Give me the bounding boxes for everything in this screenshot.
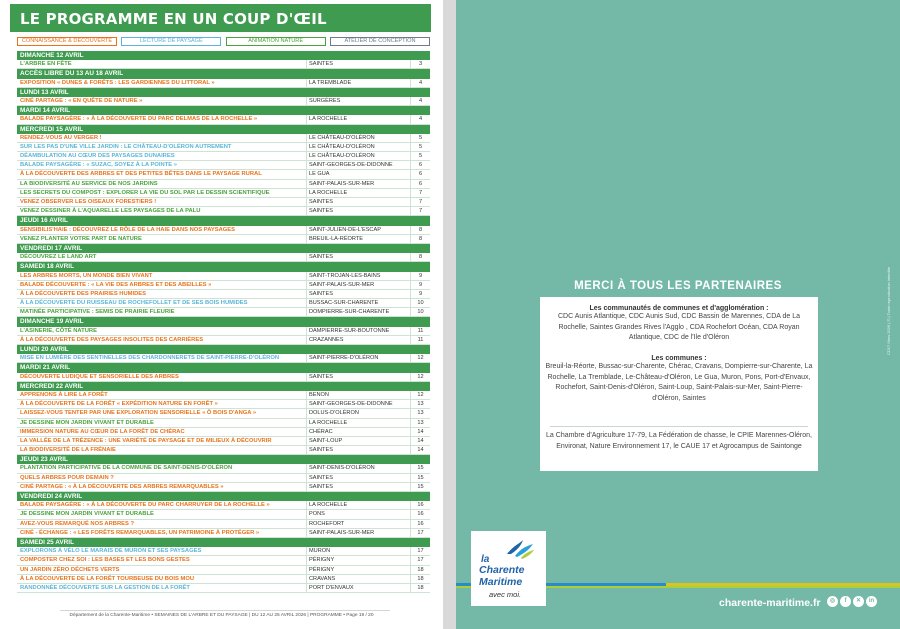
event-place: BUSSAC-SUR-CHARENTE	[306, 299, 409, 308]
event-place: SAINT-GEORGES-DE-DIDONNE	[306, 400, 409, 409]
event-place: SAINT-PALAIS-SUR-MER	[306, 529, 409, 538]
event-row	[17, 327, 430, 336]
footer-divider	[60, 610, 390, 611]
event-place: LE CHÂTEAU-D'OLÉRON	[306, 143, 409, 152]
event-title: JE DESSINE MON JARDIN VIVANT ET DURABLE	[20, 511, 154, 518]
event-title: QUELS ARBRES POUR DEMAIN ?	[20, 474, 114, 481]
legend-item: ANIMATION NATURE	[226, 37, 326, 46]
event-title: CINÉ PARTAGE : « À LA DÉCOUVERTE DES ARBRES REMARQUABLES »	[20, 483, 224, 490]
event-row	[17, 446, 430, 455]
communities-heading: Les communautés de communes et d'agglomération :	[589, 305, 769, 312]
facebook-icon[interactable]: f	[840, 596, 851, 607]
event-row	[17, 290, 430, 299]
event-row	[17, 207, 430, 216]
event-page: 6	[410, 161, 430, 170]
other-partners-section	[544, 431, 814, 452]
event-page: 3	[410, 60, 430, 69]
page-title: LE PROGRAMME EN UN COUP D'ŒIL	[20, 10, 327, 28]
event-row	[17, 575, 430, 584]
communities-text: CDC Aunis Atlantique, CDC Aunis Sud, CDC Bassin de Marennes, CDA de La Rochelle, Saintes Grandes Rives l'Agglo , CDA Rochefort Océan, CDA Royan Atlantique, CDC de l'Ile d'Oléron	[557, 313, 800, 341]
event-page: 15	[410, 483, 430, 492]
event-place: MURON	[306, 547, 409, 556]
event-row	[17, 400, 430, 409]
event-page: 13	[410, 400, 430, 409]
event-page: 14	[410, 437, 430, 446]
event-page: 17	[410, 529, 430, 538]
event-place: SAINT-PIERRE-D'OLÉRON	[306, 354, 409, 363]
event-title: LAISSEZ-VOUS TENTER PAR UNE EXPLORATION SENSORIELLE « Ô BOIS D'ANGA »	[20, 410, 257, 417]
event-place: LE CHÂTEAU-D'OLÉRON	[306, 152, 409, 161]
event-page: 9	[410, 272, 430, 281]
event-page: 12	[410, 391, 430, 400]
event-place: LA TREMBLADE	[306, 79, 409, 88]
event-place: PORT D'ENVAUX	[306, 584, 409, 593]
event-page: 14	[410, 428, 430, 437]
event-title: PLANTATION PARTICIPATIVE DE LA COMMUNE DE SAINT-DENIS-D'OLÉRON	[20, 465, 233, 472]
communes-heading: Les communes :	[651, 355, 707, 362]
event-place: SURGÈRES	[306, 97, 409, 106]
event-place: CRAZANNES	[306, 336, 409, 345]
event-page: 4	[410, 79, 430, 88]
category-legend	[17, 37, 430, 46]
event-row	[17, 464, 430, 473]
event-title: À LA DÉCOUVERTE DU RUISSEAU DE ROCHEFOLLET ET DE SES BOIS HUMIDES	[20, 300, 248, 307]
event-title: IMMERSION NATURE AU CŒUR DE LA FORÊT DE CHÉRAC	[20, 428, 185, 435]
event-place: BENON	[306, 391, 409, 400]
page-footer: Département de la Charente-Maritime • SEMAINES DE L'ARBRE ET DU PAYSAGE | DU 12 AU 25 AVRIL 2026 | PROGRAMME • Page 19 / 20	[69, 613, 374, 618]
event-row	[17, 428, 430, 437]
instagram-icon[interactable]: ◎	[827, 596, 838, 607]
event-page: 5	[410, 134, 430, 143]
legend-item: LECTURE DE PAYSAGE	[121, 37, 221, 46]
social-links	[827, 596, 877, 607]
event-title: CINÉ PARTAGE : « EN QUÊTE DE NATURE »	[20, 97, 143, 104]
event-place: SAINT-PALAIS-SUR-MER	[306, 180, 409, 189]
event-row	[17, 510, 430, 519]
event-row	[17, 584, 430, 593]
date-label: DIMANCHE 12 AVRIL	[20, 52, 84, 59]
event-page: 17	[410, 556, 430, 565]
date-row	[17, 88, 430, 97]
event-title: LA VALLÉE DE LA TRÉZENCE : UNE VARIÉTÉ DE PAYSAGE ET DE MILIEUX À DÉCOUVRIR	[20, 437, 272, 444]
event-page: 8	[410, 253, 430, 262]
communes-text: Breuil-la-Réorte, Bussac-sur-Charente, Chérac, Cravans, Dompierre-sur-Charente, La Rochelle, La Tremblade, Le-Château-d'Oléron, Le Gua, Muron, Pons, Port-d'Envaux, Rochefort, Saint-Denis-d'Oléron, Saint-Loup, Saint-Palais-sur-Mer, Saint-Pierre-d'Oléron, Saintes	[545, 363, 813, 402]
logo-text-maritime: Maritime	[479, 576, 523, 588]
logo-text-charente: Charente	[479, 564, 525, 576]
event-row	[17, 336, 430, 345]
date-label: MARDI 14 AVRIL	[20, 107, 71, 115]
event-page: 8	[410, 226, 430, 235]
event-place: SAINTES	[306, 60, 409, 69]
event-row	[17, 134, 430, 143]
event-place: LA ROCHELLE	[306, 115, 409, 124]
event-page: 12	[410, 373, 430, 382]
birds-logo-icon	[505, 538, 535, 560]
event-page: 9	[410, 290, 430, 299]
event-title: À LA DÉCOUVERTE DE LA FORÊT « EXPÉDITION NATURE EN FORÊT »	[20, 401, 218, 408]
event-title: VENEZ OBSERVER LES OISEAUX FORESTIERS !	[20, 199, 157, 205]
event-place: SAINTES	[306, 483, 409, 492]
website-link[interactable]: charente-maritime.fr	[719, 597, 821, 609]
event-page: 8	[410, 235, 430, 244]
event-page: 16	[410, 510, 430, 519]
event-title: LA BIODIVERSITÉ AU SERVICE DE NOS JARDINS	[20, 180, 158, 187]
event-title: L'ASINERIE, CÔTÉ NATURE	[20, 327, 97, 334]
event-row	[17, 161, 430, 170]
event-title: BALADE PAYSAGÈRE : « À LA DÉCOUVERTE DU PARC DELMAS DE LA ROCHELLE »	[20, 116, 258, 123]
event-row	[17, 391, 430, 400]
event-title: DÉCOUVREZ LE LAND ART	[20, 254, 97, 261]
event-row	[17, 235, 430, 244]
event-place: CHÉRAC	[306, 428, 409, 437]
date-row	[17, 492, 430, 501]
event-title: UN JARDIN ZÉRO DÉCHETS VERTS	[20, 566, 120, 573]
date-label: MARDI 21 AVRIL	[20, 364, 71, 372]
x-icon[interactable]: ✕	[853, 596, 864, 607]
event-title: À LA DÉCOUVERTE DES PAYSAGES INSOLITES DES CARRIÈRES	[20, 336, 204, 343]
event-title: RENDEZ-VOUS AU VERGER !	[20, 134, 102, 141]
event-title: CINÉ - ÉCHANGE : « LES FORÊTS REMARQUABLES, UN PATRIMOINE À PROTÉGER »	[20, 529, 260, 536]
event-row	[17, 566, 430, 575]
event-row	[17, 281, 430, 290]
event-title: LA BIODIVERSITÉ DE LA FRÉNAIE	[20, 447, 116, 454]
event-title: LES SECRETS DU COMPOST : EXPLORER LA VIE DU SOL PAR LE DESSIN SCIENTIFIQUE	[20, 189, 270, 196]
event-row	[17, 409, 430, 418]
date-label: SAMEDI 25 AVRIL	[20, 538, 74, 546]
event-page: 16	[410, 501, 430, 510]
event-title: MISE EN LUMIÈRE DES SENTINELLES DES CHARDONNERETS DE SAINT-PIERRE-D'OLÉRON	[20, 355, 280, 362]
event-row	[17, 299, 430, 308]
program-table	[17, 51, 430, 593]
communities-section	[544, 305, 814, 344]
date-label: JEUDI 16 AVRIL	[20, 217, 68, 225]
event-row	[17, 529, 430, 538]
event-row	[17, 198, 430, 207]
event-title: BALADE PAYSAGÈRE : « SUZAC, SOYEZ À LA POINTE »	[20, 162, 177, 169]
event-row	[17, 170, 430, 179]
event-row	[17, 152, 430, 161]
date-row	[17, 216, 430, 225]
date-label: LUNDI 13 AVRIL	[20, 88, 69, 96]
event-place: LE CHÂTEAU-D'OLÉRON	[306, 134, 409, 143]
event-title: APPRENONS À LIRE LA FORÊT	[20, 391, 108, 398]
date-row	[17, 106, 430, 115]
date-label: DIMANCHE 19 AVRIL	[20, 318, 84, 326]
date-row	[17, 455, 430, 464]
partners-divider	[550, 426, 808, 427]
event-page: 4	[410, 115, 430, 124]
event-title: À LA DÉCOUVERTE DE LA FORÊT TOURBEUSE DU BOIS MOU	[20, 575, 195, 582]
event-title: VENEZ PLANTER VOTRE PART DE NATURE	[20, 235, 142, 242]
event-page: 18	[410, 575, 430, 584]
event-place: BREUIL-LA-RÉORTE	[306, 235, 409, 244]
date-label: VENDREDI 24 AVRIL	[20, 493, 83, 500]
event-title: DÉAMBULATION AU CŒUR DES PAYSAGES DUNAIRES	[20, 153, 175, 160]
program-page	[0, 0, 443, 629]
event-place: CRAVANS	[306, 575, 409, 584]
event-title: EXPOSITION « DUNES & FORÊTS : LES GARDIENNES DU LITTORAL »	[20, 79, 215, 86]
event-place: SAINTES	[306, 373, 409, 382]
event-row	[17, 308, 430, 317]
event-row	[17, 419, 430, 428]
event-row	[17, 272, 430, 281]
event-place: LA ROCHELLE	[306, 501, 409, 510]
date-row	[17, 317, 430, 326]
event-title: SENSIBILIS'HAIE : DÉCOUVREZ LE RÔLE DE LA HAIE DANS NOS PAYSAGES	[20, 226, 236, 233]
date-row	[17, 51, 430, 60]
event-title: JE DESSINE MON JARDIN VIVANT ET DURABLE	[20, 419, 154, 426]
event-place: PONS	[306, 510, 409, 519]
linkedin-icon[interactable]: in	[866, 596, 877, 607]
event-row	[17, 437, 430, 446]
event-row	[17, 520, 430, 529]
event-title: À LA DÉCOUVERTE DES ARBRES ET DES PETITES BÊTES DANS LE PAYSAGE RURAL	[20, 171, 262, 178]
charente-maritime-logo[interactable]	[471, 531, 546, 606]
program-header	[10, 4, 431, 32]
event-place: DOMPIERRE-SUR-CHARENTE	[306, 308, 409, 317]
event-row	[17, 354, 430, 363]
event-row	[17, 483, 430, 492]
date-row	[17, 125, 430, 134]
event-row	[17, 501, 430, 510]
event-title: RANDONNÉE DÉCOUVERTE SUR LA GESTION DE LA FORÊT	[20, 584, 190, 591]
event-page: 6	[410, 180, 430, 189]
date-label: MERCREDI 22 AVRIL	[20, 382, 84, 390]
event-page: 11	[410, 336, 430, 345]
event-title: SUR LES PAS D'UNE VILLE JARDIN : LE CHÂTEAU-D'OLÉRON AUTREMENT	[20, 143, 232, 150]
event-row	[17, 253, 430, 262]
event-page: 7	[410, 189, 430, 198]
partners-box	[540, 297, 818, 471]
date-label: LUNDI 20 AVRIL	[20, 346, 69, 353]
event-page: 12	[410, 354, 430, 363]
event-page: 13	[410, 409, 430, 418]
event-place: LA ROCHELLE	[306, 419, 409, 428]
date-label: MERCREDI 15 AVRIL	[20, 125, 84, 133]
date-row	[17, 244, 430, 253]
event-page: 9	[410, 281, 430, 290]
event-place: SAINT-DENIS-D'OLÉRON	[306, 464, 409, 473]
event-page: 13	[410, 419, 430, 428]
date-label: VENDREDI 17 AVRIL	[20, 244, 83, 252]
legend-item: ATELIER DE CONCEPTION	[330, 37, 430, 46]
event-page: 7	[410, 207, 430, 216]
event-place: LE GUA	[306, 170, 409, 179]
event-page: 7	[410, 198, 430, 207]
event-row	[17, 373, 430, 382]
event-row	[17, 97, 430, 106]
date-row	[17, 345, 430, 354]
event-title: MATINÉE PARTICIPATIVE : SEMIS DE PRAIRIE FLEURIE	[20, 309, 175, 316]
event-place: DAMPIERRE-SUR-BOUTONNE	[306, 327, 409, 336]
event-page: 6	[410, 170, 430, 179]
date-row	[17, 363, 430, 372]
event-row	[17, 189, 430, 198]
event-row	[17, 79, 430, 88]
event-place: DOLUS-D'OLÉRON	[306, 409, 409, 418]
event-place: SAINT-JULIEN-DE-L'ESCAP	[306, 226, 409, 235]
event-row	[17, 115, 430, 124]
event-place: SAINTES	[306, 198, 409, 207]
event-row	[17, 547, 430, 556]
event-place: SAINTES	[306, 253, 409, 262]
event-page: 16	[410, 520, 430, 529]
event-title: VENEZ DESSINER À L'AQUARELLE LES PAYSAGES DE LA PALU	[20, 208, 201, 215]
event-page: 17	[410, 547, 430, 556]
event-place: SAINTES	[306, 474, 409, 483]
event-row	[17, 226, 430, 235]
partners-page	[456, 0, 900, 629]
event-place: ROCHEFORT	[306, 520, 409, 529]
event-row	[17, 180, 430, 189]
event-place: SAINTES	[306, 207, 409, 216]
event-place: SAINTES	[306, 446, 409, 455]
event-place: PÉRIGNY	[306, 566, 409, 575]
copyright-note: CD17 Mars 2026 | © | Toute reproduction interdite	[886, 266, 891, 355]
event-title: LES ARBRES MORTS, UN MONDE BIEN VIVANT	[20, 272, 153, 279]
event-row	[17, 474, 430, 483]
event-place: SAINT-LOUP	[306, 437, 409, 446]
event-title: BALADE DÉCOUVERTE : « LA VIE DES ARBRES ET DES ABEILLES »	[20, 281, 212, 288]
logo-tagline: avec moi.	[489, 590, 522, 599]
event-title: À LA DÉCOUVERTE DES PRAIRIES HUMIDES	[20, 290, 147, 297]
date-label: SAMEDI 18 AVRIL	[20, 263, 74, 271]
event-row	[17, 556, 430, 565]
event-title: EXPLORONS À VÉLO LE MARAIS DE MURON ET SES PAYSAGES	[20, 548, 202, 555]
event-page: 5	[410, 152, 430, 161]
event-page: 11	[410, 327, 430, 336]
legend-item: CONNAISSANCE & DÉCOUVERTE	[17, 37, 117, 46]
date-row	[17, 69, 430, 78]
event-place: PÉRIGNY	[306, 556, 409, 565]
event-page: 5	[410, 143, 430, 152]
event-page: 18	[410, 584, 430, 593]
event-title: BALADE PAYSAGÈRE : « À LA DÉCOUVERTE DU PARC CHARRUYER DE LA ROCHELLE »	[20, 502, 270, 509]
date-row	[17, 262, 430, 271]
partners-heading: MERCI À TOUS LES PARTENAIRES	[574, 280, 782, 292]
event-page: 15	[410, 474, 430, 483]
other-partners-text: La Chambre d'Agriculture 17-79, La Fédération de chasse, le CPIE Marennes-Oléron, Environat, Nature Environnement 17, le CAUE 17 et Agrocampus de Saintonge	[546, 432, 812, 450]
date-row	[17, 538, 430, 547]
event-title: COMPOSTER CHEZ SOI : LES BASES ET LES BONS GESTES	[20, 557, 190, 564]
event-row	[17, 60, 430, 69]
event-page: 18	[410, 566, 430, 575]
event-title: DÉCOUVERTE LUDIQUE ET SENSORIELLE DES ARBRES	[20, 373, 179, 380]
event-title: L'ARBRE EN FÊTE	[20, 61, 72, 68]
event-place: LA ROCHELLE	[306, 189, 409, 198]
event-row	[17, 143, 430, 152]
event-place: SAINT-TROJAN-LES-BAINS	[306, 272, 409, 281]
event-place: SAINT-GEORGES-DE-DIDONNE	[306, 161, 409, 170]
event-place: SAINTES	[306, 290, 409, 299]
date-row	[17, 382, 430, 391]
event-page: 10	[410, 308, 430, 317]
event-page: 4	[410, 97, 430, 106]
communes-section	[544, 355, 814, 404]
event-title: AVEZ-VOUS REMARQUÉ NOS ARBRES ?	[20, 520, 135, 527]
logo-text-la: la	[481, 554, 490, 565]
event-page: 15	[410, 464, 430, 473]
date-label: JEUDI 23 AVRIL	[20, 456, 68, 464]
event-place: SAINT-PALAIS-SUR-MER	[306, 281, 409, 290]
event-page: 14	[410, 446, 430, 455]
event-page: 10	[410, 299, 430, 308]
date-label: ACCÈS LIBRE DU 13 AU 18 AVRIL	[20, 70, 124, 78]
